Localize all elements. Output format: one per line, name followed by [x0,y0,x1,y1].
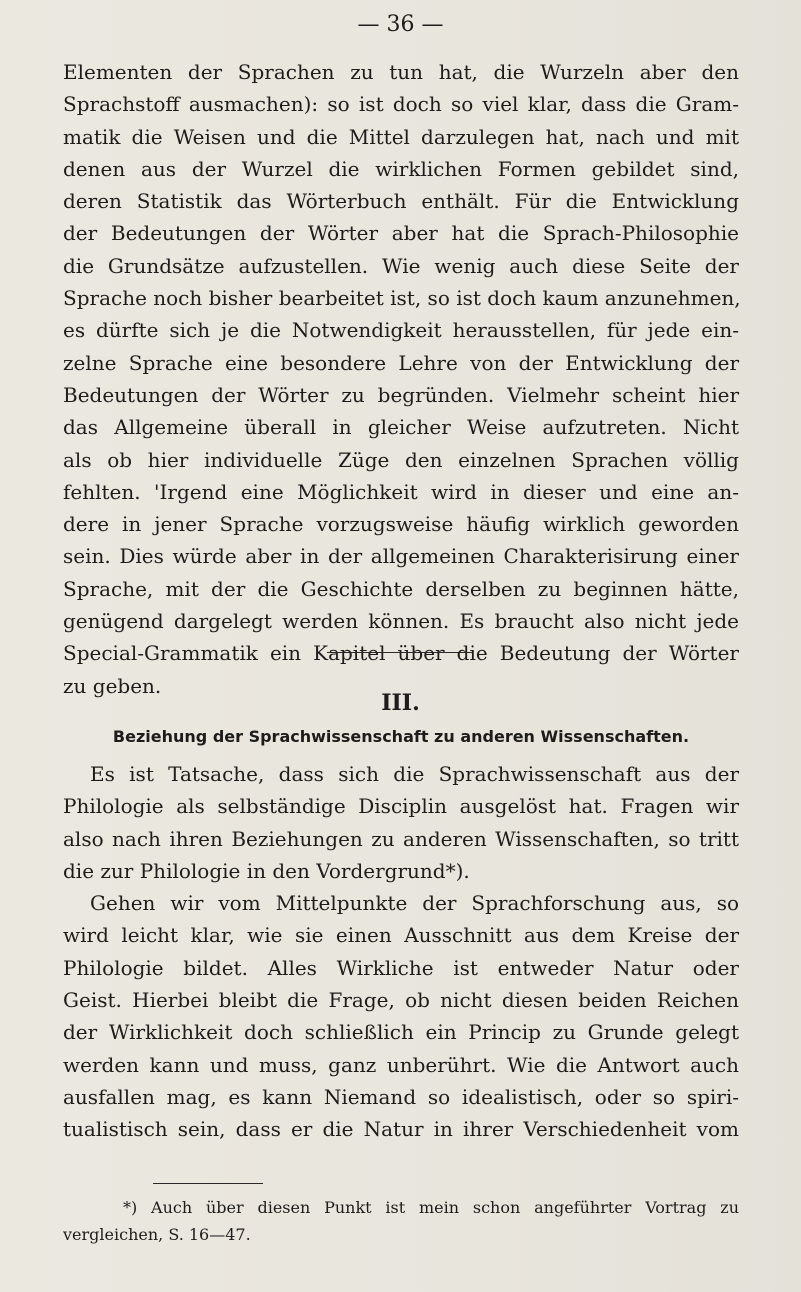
text-line: dere in jener Sprache vorzugsweise häufig wirklich geworden [63,512,739,537]
text-line: die Grundsätze aufzustellen. Wie wenig auch diese Seite der [63,253,739,278]
text-line: also nach ihren Beziehungen zu anderen Wissenschaften, so tritt [63,826,739,851]
text-line: zelne Sprache eine besondere Lehre von der Entwicklung der [63,350,739,375]
text-line: ausfallen mag, es kann Niemand so idealistisch, oder so spiri- [63,1084,739,1109]
text-line: Philologie als selbständige Disciplin ausgelöst hat. Fragen wir [63,794,739,819]
section-divider [327,652,472,653]
section-title: Beziehung der Sprachwissenschaft zu anderen Wissenschaften. [112,727,690,746]
text-line: deren Statistik das Wörterbuch enthält. Für die Entwicklung [63,189,739,214]
text-line: Special-Grammatik ein Kapitel über die Bedeutung der Wörter [63,641,739,666]
footnote-line: vergleichen, S. 16—47. [63,1225,251,1244]
text-line: der Bedeutungen der Wörter aber hat die Sprach-Philosophie [63,221,739,246]
text-line: zu geben. [63,673,162,698]
text-line: Sprachstoff ausmachen): so ist doch so viel klar, dass die Gram- [63,92,739,117]
text-line: sein. Dies würde aber in der allgemeinen Charakterisirung einer [63,544,739,569]
text-line: matik die Weisen und die Mittel darzulegen hat, nach und mit [63,124,739,149]
text-line: werden kann und muss, ganz unberührt. Wie die Antwort auch [63,1052,739,1077]
text-line: genügend dargelegt werden können. Es braucht also nicht jede [63,609,739,634]
text-line: das Allgemeine überall in gleicher Weise aufzutreten. Nicht [63,415,739,440]
section-body [63,758,739,1146]
text-line: als ob hier individuelle Züge den einzelnen Sprachen völlig [63,447,739,472]
text-line: fehlten. 'Irgend eine Möglichkeit wird in dieser und eine an- [63,479,739,504]
footnote-divider [153,1183,263,1184]
text-line: Elementen der Sprachen zu tun hat, die Wurzeln aber den [63,60,739,84]
text-line: die zur Philologie in den Vordergrund*). [63,858,470,883]
text-line: wird leicht klar, wie sie einen Ausschnitt aus dem Kreise der [63,923,739,948]
section-number: III. [381,690,420,716]
footnote [63,1194,739,1248]
footnote-line: *) Auch über diesen Punkt ist mein schon angeführter Vortrag zu [123,1198,739,1217]
text-line: Bedeutungen der Wörter zu begründen. Vielmehr scheint hier [63,382,739,407]
text-line: der Wirklichkeit doch schließlich ein Princip zu Grunde gelegt [63,1020,739,1045]
text-line: tualistisch sein, dass er die Natur in ihrer Verschiedenheit vom [63,1117,739,1142]
text-line: Philologie bildet. Alles Wirkliche ist entweder Natur oder [63,955,739,980]
text-line: Es ist Tatsache, dass sich die Sprachwissenschaft aus der [90,762,739,786]
paragraph-continued [63,56,739,702]
text-line: es dürfte sich je die Notwendigkeit herausstellen, für jede ein- [63,318,739,343]
text-line: Geist. Hierbei bleibt die Frage, ob nicht diesen beiden Reichen [63,988,739,1013]
text-line: Sprache noch bisher bearbeitet ist, so ist doch kaum anzunehmen, [63,286,741,311]
text-line: Sprache, mit der die Geschichte derselben zu beginnen hätte, [63,576,739,601]
text-line: denen aus der Wurzel die wirklichen Formen gebildet sind, [63,156,739,181]
page-number: — 36 — [357,12,444,37]
text-line: Gehen wir vom Mittelpunkte der Sprachforschung aus, so [90,891,739,916]
